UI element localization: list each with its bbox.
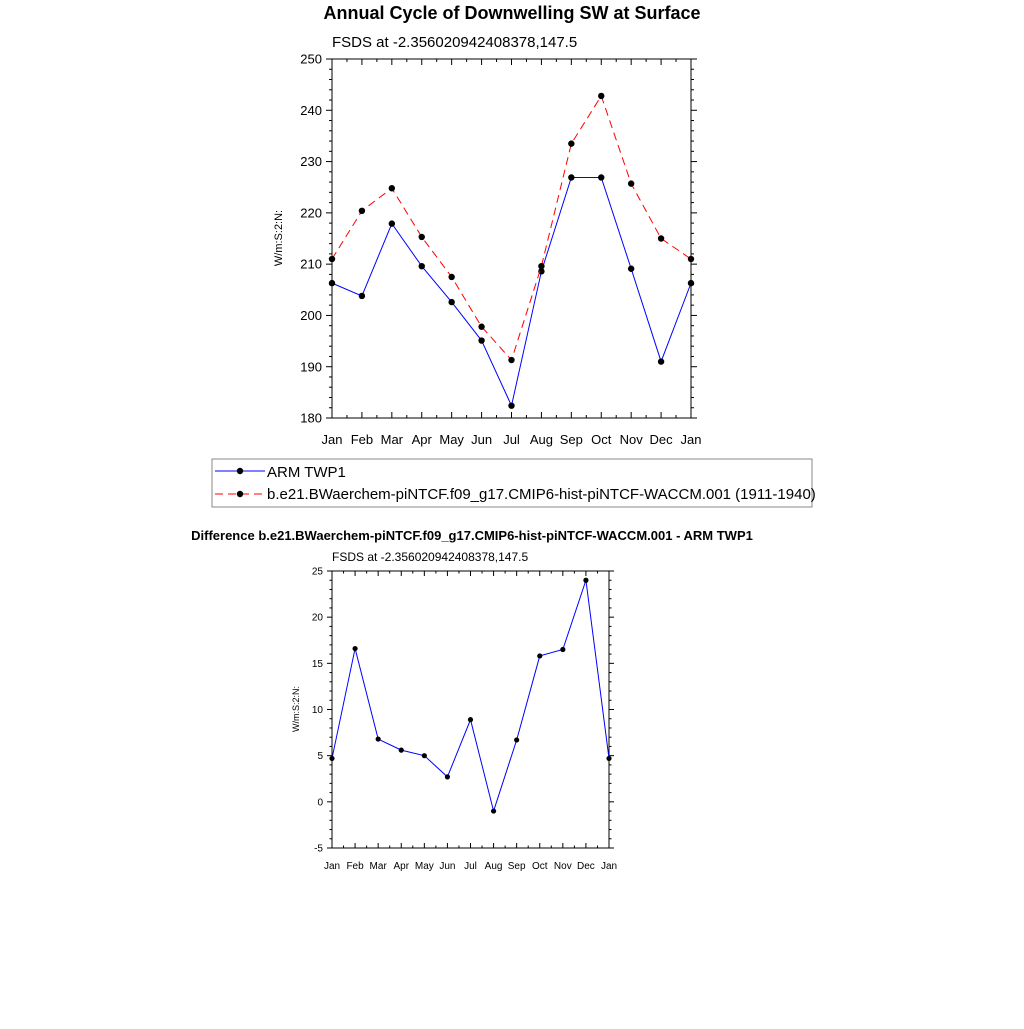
chart2-series-1-point (560, 647, 565, 652)
chart1-ylabel: W/m:S:2:N: (273, 209, 285, 267)
chart1-series-1-point (448, 299, 454, 305)
chart1-series-1-point (628, 266, 634, 272)
chart1-xtick-label: Jan (321, 432, 343, 447)
chart1-series-1-point (568, 174, 574, 180)
chart2-xtick-label: Apr (393, 861, 410, 872)
legend-label-series-2: b.e21.BWaerchem-piNTCF.f09_g17.CMIP6-hist-piNTCF-WACCM.001 (1911-1940) (267, 486, 816, 503)
chart2-subtitle: FSDS at -2.356020942408378,147.5 (332, 550, 529, 564)
chart1-subtitle: FSDS at -2.356020942408378,147.5 (332, 34, 578, 51)
chart1-xtick-label: May (439, 432, 464, 447)
chart1-xtick-label: Feb (350, 432, 374, 447)
chart1-xtick-label: Apr (411, 432, 432, 447)
chart2-series-1-point (422, 753, 427, 758)
chart2-series-1-point (537, 653, 542, 658)
chart2-ytick-label: 10 (311, 705, 323, 716)
chart1-series-1-point (598, 174, 604, 180)
chart2-series-1-point (352, 646, 357, 651)
chart2-series-1-point (514, 737, 519, 742)
chart1-ytick-label: 180 (300, 410, 322, 426)
chart1-xtick-label: Aug (529, 432, 553, 447)
chart1-series-1-point (658, 358, 664, 364)
chart2-xtick-label: Feb (346, 861, 364, 872)
chart1-series-2-point (329, 256, 335, 262)
chart1-series-2-point (389, 185, 395, 191)
chart2-xtick-label: Dec (577, 861, 595, 872)
chart1-series-2-line (332, 96, 691, 360)
chart1-xtick-label: Jan (680, 432, 702, 447)
chart2-series-1-point (376, 736, 381, 741)
chart2-series-1-point (399, 748, 404, 753)
chart2-series-1-point (491, 808, 496, 813)
chart2-ytick-label: -5 (314, 843, 323, 855)
chart1-series-2-point (688, 256, 694, 262)
legend-marker-series-1 (237, 468, 243, 474)
chart1-series-2-point (419, 234, 425, 240)
chart1-xtick-label: Nov (619, 432, 643, 447)
chart2-series-1-point (445, 774, 450, 779)
chart2-frame (332, 571, 609, 848)
chart1-xtick-label: Mar (380, 432, 404, 447)
chart2-title: Difference b.e21.BWaerchem-piNTCF.f09_g17.CMIP6-hist-piNTCF-WACCM.001 - ARM TWP1 (191, 528, 753, 543)
chart2-xtick-label: Mar (369, 861, 387, 872)
chart1-series-2-point (628, 180, 634, 186)
chart2-xtick-label: Oct (531, 861, 548, 872)
chart1-series-1-point (359, 293, 365, 299)
chart2-xtick-label: Nov (553, 861, 572, 872)
chart1-series-1-point (508, 402, 514, 408)
chart2-xtick-label: Aug (484, 861, 503, 872)
chart1-series-1-line (332, 177, 691, 405)
chart1-series-2-point (658, 235, 664, 241)
chart1-series-2-point (598, 93, 604, 99)
legend-marker-series-2 (237, 491, 243, 497)
chart1-xtick-label: Oct (591, 432, 612, 447)
chart2-ylabel: W/m:S:2:N: (291, 685, 301, 733)
chart2-xtick-label: Jul (464, 861, 477, 872)
chart2-ytick-label: 5 (317, 751, 323, 763)
chart2-plot (312, 567, 617, 873)
chart2-ytick-label: 20 (311, 612, 323, 624)
chart1-series-2-point (359, 208, 365, 214)
chart2-series-1-point (468, 717, 473, 722)
chart1-ytick-label: 200 (300, 307, 322, 323)
chart1-series-1-point (688, 280, 694, 286)
chart1-series-1-point (478, 337, 484, 343)
chart1-series-1-point (329, 280, 335, 286)
chart2-xtick-label: Jan (600, 861, 618, 872)
chart1-ytick-label: 190 (300, 359, 322, 375)
chart2-ytick-label: 25 (311, 566, 323, 578)
chart1-xtick-label: Jun (471, 432, 493, 447)
chart1-series-2-point (568, 140, 574, 146)
chart1-ytick-label: 250 (300, 51, 322, 67)
chart1-ytick-label: 230 (300, 154, 322, 170)
chart1-series-2-point (448, 274, 454, 280)
chart1-ytick-label: 210 (300, 256, 322, 272)
chart2-xtick-label: May (414, 861, 434, 872)
chart1-title: Annual Cycle of Downwelling SW at Surface (323, 3, 701, 23)
chart1-series-1-point (389, 220, 395, 226)
chart2-xtick-label: Jan (323, 861, 341, 872)
chart1-xtick-label: Dec (649, 432, 673, 447)
chart1-plot (300, 52, 701, 447)
chart1-legend (212, 459, 816, 507)
chart1-series-1-point (419, 263, 425, 269)
chart2-ytick-label: 15 (311, 658, 323, 670)
chart2-ytick-label: 0 (317, 797, 323, 809)
chart1-xtick-label: Sep (559, 432, 583, 447)
legend-label-series-1: ARM TWP1 (267, 464, 346, 481)
chart2-xtick-label: Sep (507, 861, 526, 872)
chart1-series-2-point (538, 263, 544, 269)
chart1-series-2-point (508, 357, 514, 363)
chart2-series-1-point (606, 756, 611, 761)
chart1-ytick-label: 240 (300, 102, 322, 118)
chart2-series-1-point (583, 578, 588, 583)
chart1-series-2-point (478, 324, 484, 330)
chart2-series-1-line (332, 580, 609, 811)
chart1-ytick-label: 220 (300, 205, 322, 221)
chart1-xtick-label: Jul (503, 432, 520, 447)
chart2-xtick-label: Jun (439, 861, 456, 872)
chart2-series-1-point (329, 756, 334, 761)
